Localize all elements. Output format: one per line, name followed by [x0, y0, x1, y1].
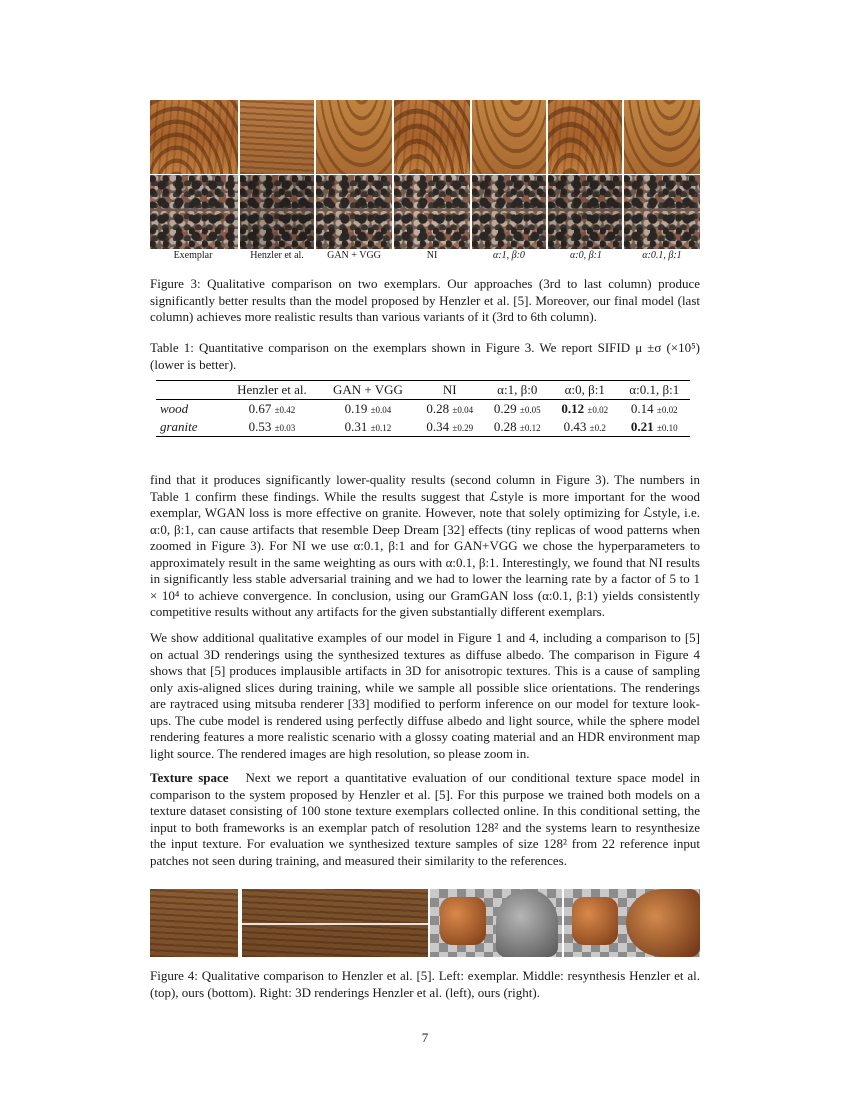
table-cell [224, 418, 320, 437]
cell-mean: 0.14 [630, 401, 654, 416]
table-cell [320, 400, 416, 419]
table-header-cell: Henzler et al. [237, 382, 307, 397]
table-cell [416, 418, 484, 437]
granite-gan-vgg [316, 175, 392, 249]
figure-3-label: α:1, β:0 [493, 250, 525, 261]
cell-mean: 0.67 [248, 401, 272, 416]
wood-ni [394, 100, 470, 174]
cell-std: ±0.29 [452, 423, 474, 433]
cell-std: ±0.04 [452, 405, 474, 415]
cell-std: ±0.10 [656, 423, 678, 433]
render-object [572, 897, 618, 945]
granite-a1-b0 [472, 175, 546, 249]
body-paragraph-2: We show additional qualitative examples of our model in Figure 1 and 4, including a comparison to [5] on actual 3D renderings using the synthesized textures as diffuse albedo. The comparison in Figure 4 shows that [5] produces implausible artifacts in 3D for anisotropic textures. This is a cause of sampling only axis-aligned slices during training, while we sample all possible slice orientations. The renderings are raytraced using mitsuba renderer [33] modified to perform inference on our model for texture look-ups. The cube model is rendered using perfectly diffuse albedo and light source, while the sphere model rendering features a more realistic scenario with a glossy coating material and an HDR environment map light source. The rendered images are high resolution, so please zoom in. [150, 630, 700, 761]
render-sphere [496, 889, 558, 957]
cell-std: ±0.12 [519, 423, 541, 433]
table-cell [416, 400, 484, 419]
wood-exemplar [150, 100, 238, 174]
body-paragraph-1: find that it produces significantly lower-quality results (second column in Figure 3). The numbers in Table 1 confirm these findings. While the results suggest that ℒstyle is more important for the wood exemplar, WGAN loss is more effective on granite. However, note that solely optimizing for ℒstyle, i.e. α:0, β:1, can cause artifacts that resemble Deep Dream [32] effects (tiny replicas of wood patterns when zoomed in Figure 3). For NI we use α:0.1, β:1 and for GAN+VGG we chose the hyperparameters to approximately result in the same weighting as ours with α:0.1, β:1. Interestingly, we found that NI results in significantly less stable adversarial training and we had to lower the learning rate by a factor of 5 to 1 × 10⁴ to achieve convergence. In conclusion, using our GramGAN loss (α:0.1, β:1) yields consistently competitive results without any artifacts for the given substantially different exemplars. [150, 472, 700, 619]
table-header-cell: α:1, β:0 [497, 382, 538, 397]
granite-exemplar [150, 175, 238, 249]
page-number: 7 [421, 1030, 429, 1045]
cell-std: ±0.02 [656, 405, 678, 415]
cell-mean: 0.31 [344, 419, 368, 434]
wood-a1-b0 [472, 100, 546, 174]
table-cell [619, 400, 691, 419]
cell-mean: 0.34 [426, 419, 450, 434]
wood-gan-vgg [316, 100, 392, 174]
table-row [156, 400, 690, 419]
table-cell [224, 400, 320, 419]
cell-std: ±0.05 [519, 405, 541, 415]
table-header-row [156, 381, 690, 400]
wood-henzler [240, 100, 314, 174]
table-1-caption: Table 1: Quantitative comparison on the exemplars shown in Figure 3. We report SIFID μ ±σ (×10⁵) (lower is better). [150, 340, 700, 372]
wood-a01-b1 [624, 100, 700, 174]
table-header-cell: α:0, β:1 [564, 382, 605, 397]
cell-std: ±0.03 [274, 423, 296, 433]
figure-3-label: Exemplar [173, 250, 213, 261]
wood-a0-b1 [548, 100, 622, 174]
figure-3-label: α:0, β:1 [570, 250, 602, 261]
figure-3-caption: Figure 3: Qualitative comparison on two exemplars. Our approaches (3rd to last column) produce significantly better results than the model proposed by Henzler et al. [5]. Moreover, our final model (last column) achieves more realistic results than various variants of it (3rd to 6th column). [150, 276, 700, 324]
cell-std: ±0.2 [589, 423, 606, 433]
cell-std: ±0.42 [274, 405, 296, 415]
table-cell [484, 418, 552, 437]
table-cell [551, 418, 619, 437]
cell-mean: 0.28 [493, 419, 517, 434]
granite-a0-b1 [548, 175, 622, 249]
render-object [440, 897, 486, 945]
row-label: wood [160, 401, 189, 416]
cell-std: ±0.04 [370, 405, 392, 415]
table-cell [619, 418, 691, 437]
table-cell [320, 418, 416, 437]
body-paragraph-3 [150, 770, 700, 869]
cell-mean: 0.28 [426, 401, 450, 416]
paragraph-text: Next we report a quantitative evaluation of our conditional texture space model in comparison to the system proposed by Henzler et al. [5]. For this purpose we trained both models on a texture dataset consisting of 100 stone texture exemplars collected online. In this conditional setting, the input to both frameworks is an exemplar patch of resolution 128² and the systems learn to resynthesize the input texture. For evaluation we synthesized texture samples of size 128² from 22 reference input patches not seen during training, and measured their similarity to the references. [150, 770, 700, 868]
figure-3-label: α:0.1, β:1 [642, 250, 682, 261]
table-cell [484, 400, 552, 419]
cell-mean: 0.43 [563, 419, 587, 434]
cell-mean: 0.53 [248, 419, 272, 434]
figure-4-divider [242, 923, 428, 925]
figure-4-exemplar [150, 889, 238, 957]
paragraph-heading: Texture space [150, 770, 229, 785]
table-cell [551, 400, 619, 419]
table-header-cell [156, 381, 224, 400]
table-1 [156, 380, 690, 437]
figure-3-label: NI [426, 250, 438, 261]
table-header-cell: α:0.1, β:1 [629, 382, 680, 397]
render-sphere [626, 889, 700, 957]
granite-henzler [240, 175, 314, 249]
row-label: granite [160, 419, 198, 434]
cell-mean: 0.19 [344, 401, 368, 416]
granite-a01-b1 [624, 175, 700, 249]
cell-mean: 0.29 [493, 401, 517, 416]
figure-3-label: Henzler et al. [250, 250, 304, 261]
figure-4-caption: Figure 4: Qualitative comparison to Henzler et al. [5]. Left: exemplar. Middle: resynthesis Henzler et al. (top), ours (bottom). Right: 3D renderings Henzler et al. (left), ours (right). [150, 968, 700, 1000]
cell-std: ±0.02 [587, 405, 609, 415]
granite-ni [394, 175, 470, 249]
cell-std: ±0.12 [370, 423, 392, 433]
table-header-cell: NI [442, 382, 457, 397]
table-row [156, 418, 690, 437]
figure-3-label: GAN + VGG [327, 250, 381, 261]
cell-mean: 0.12 [561, 401, 585, 416]
cell-mean: 0.21 [630, 419, 654, 434]
table-header-cell: GAN + VGG [332, 382, 403, 397]
